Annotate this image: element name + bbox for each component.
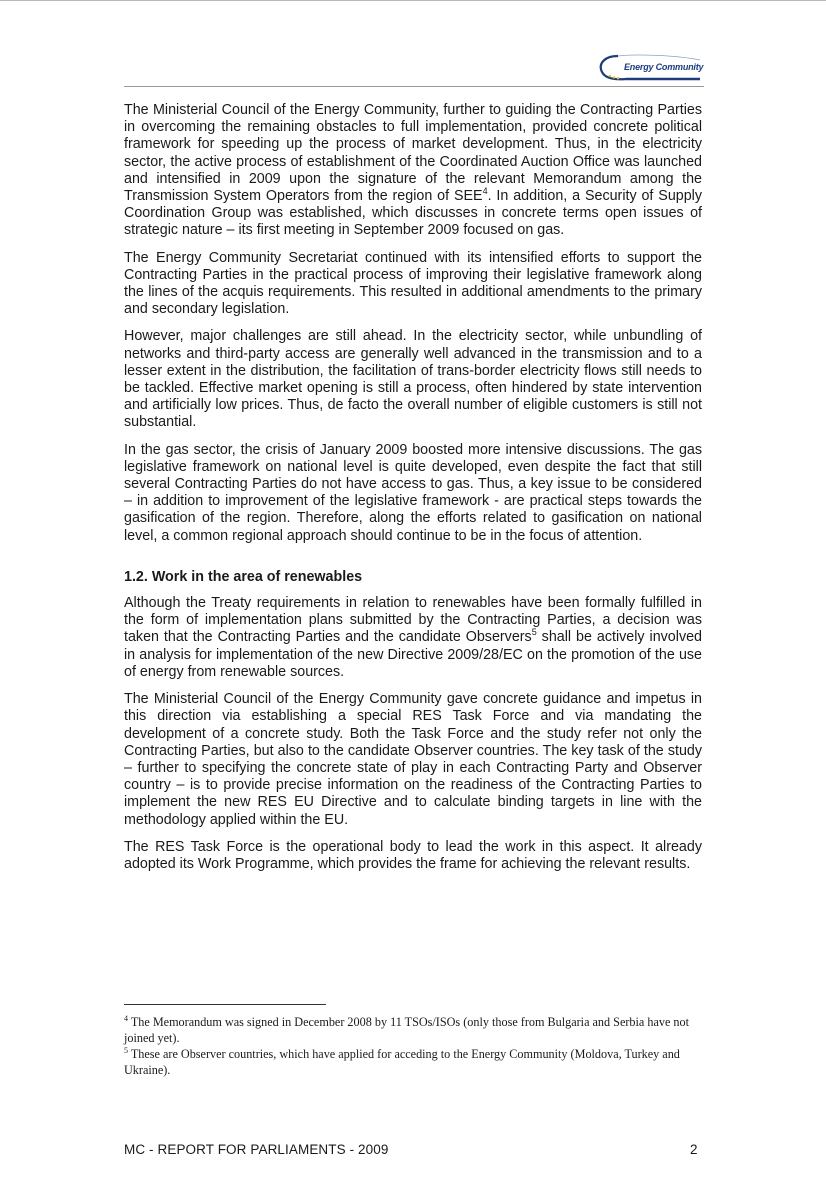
paragraph-1: The Ministerial Council of the Energy Community, further to guiding the Contracting Parties in overcoming the remaining obstacles to full implementation, provided concrete political framework for speeding up the process of market development. Thus, in the electricity sector, the active process of establishment of the Coordinated Auction Office was launched and intensified in 2009 upon the signature of the relevant Memorandum among the Transmission System Operators from the region of SEE$^4$. In addition, a Security of Supply Coordination Group was established, which discusses in concrete terms open issues of strategic nature – its first meeting in September 2009 focused on gas.: [124, 102, 702, 239]
footnotes: [124, 1014, 704, 1078]
paragraph-3: However, major challenges are still ahead. In the electricity sector, while unbundling of networks and third-party access are generally well advanced in the transmission and to a lesser extent in the distribution, the facilitation of trans-border electricity flows still needs to be tackled. Effective market opening is still a process, often hindered by state intervention and artificially low prices. Thus, de facto the overall number of eligible customers is still not substantial.: [124, 328, 702, 431]
paragraph-2: The Energy Community Secretariat continued with its intensified efforts to support the Contracting Parties in the practical process of improving their legislative framework along the lines of the acquis requirements. This resulted in additional amendments to the primary and secondary legislation.: [124, 249, 702, 318]
paragraph-4: In the gas sector, the crisis of January 2009 boosted more intensive discussions. The gas legislative framework on national level is quite developed, even despite the fact that still several Contracting Parties do not have access to gas. Thus, a key issue to be considered – in addition to improvement of the legislative framework - are practical steps towards the gasification of the region. Therefore, along the efforts related to gasification on national level, a common regional approach should continue to be in the focus of attention.: [124, 441, 702, 544]
section-heading: 1.2. Work in the area of renewables: [124, 568, 363, 585]
page-number: 2: [690, 1142, 698, 1157]
footnote-ref-4: 4: [482, 186, 488, 197]
paragraph-5: Although the Treaty requirements in relation to renewables have been formally fulfilled in the form of implementation plans submitted by the Contracting Parties, a decision was taken that the Contracting Parties and the candidate Observers$^5$ shall be actively involved in analysis for implementation of the new Directive 2009/28/EC on the promotion of the use of energy from renewable sources.: [124, 595, 702, 680]
footer-title: MC - REPORT FOR PARLIAMENTS - 2009: [124, 1142, 389, 1157]
paragraph-6: The Ministerial Council of the Energy Community gave concrete guidance and impetus in this direction via establishing a special RES Task Force and via mandating the development of a concrete study. Both the Task Force and the study refer not only the Contracting Parties, but also to the candidate Observer countries. The key task of the study – further to specifying the concrete state of play in each Contracting Party and Observer country – is to provide precise information on the readiness of the Contracting Parties to implement the new RES EU Directive and to calculate binding targets in line with the methodology applied within the EU.: [124, 691, 702, 828]
footnote-separator: [124, 1004, 326, 1005]
footnote-ref-5: 5: [531, 627, 537, 638]
header-rule: [124, 86, 704, 87]
top-edge-rule: [0, 0, 826, 5]
footnote-4: $^4$ The Memorandum was signed in December 2008 by 11 TSOs/ISOs (only those from Bulgaria and Serbia have not joined yet).: [124, 1013, 689, 1045]
paragraph-7: The RES Task Force is the operational body to lead the work in this aspect. It already adopted its Work Programme, which provides the frame for achieving the relevant results.: [124, 838, 702, 872]
footnote-5: $^5$ These are Observer countries, which have applied for acceding to the Energy Community (Moldova, Turkey and Ukraine).: [124, 1045, 680, 1077]
logo-text: Energy Community: [624, 62, 704, 72]
main-content: [124, 102, 702, 883]
energy-community-logo: [596, 52, 704, 84]
